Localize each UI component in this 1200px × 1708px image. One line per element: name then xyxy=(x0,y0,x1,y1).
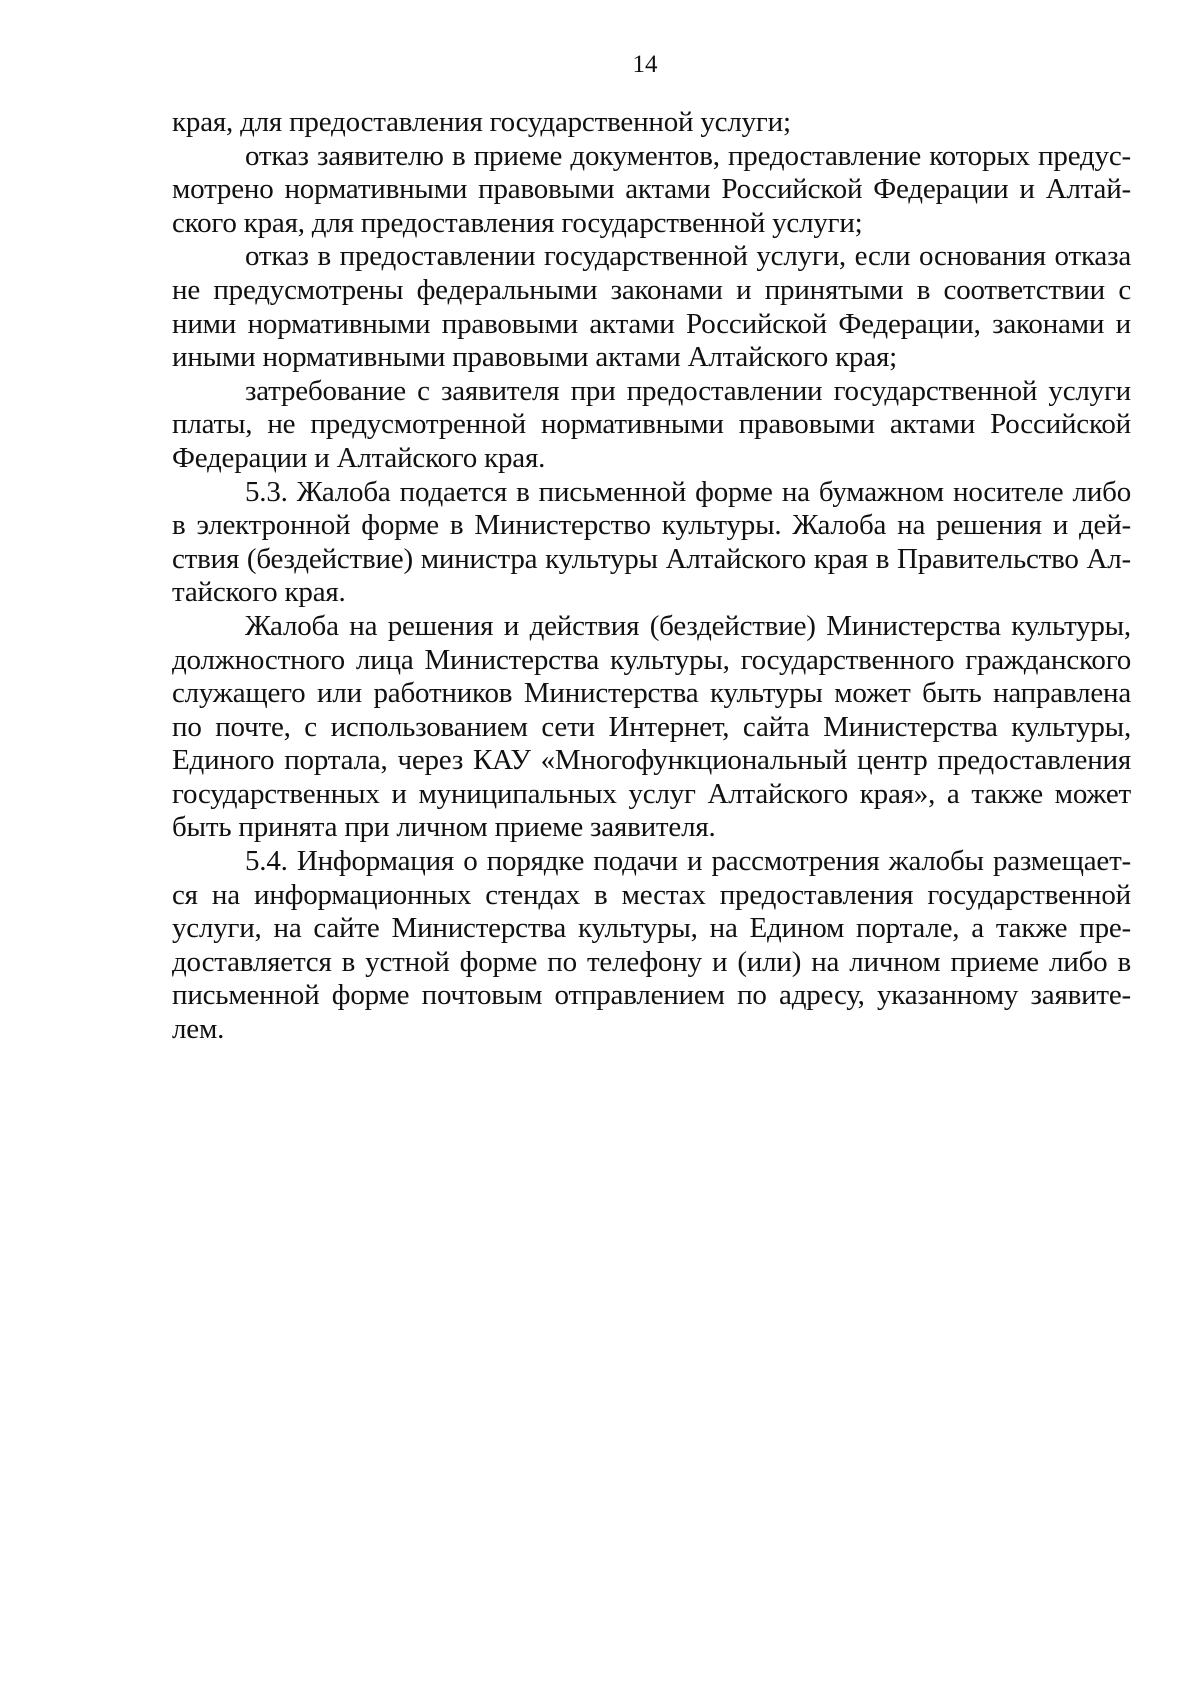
paragraph: Жалоба на решения и действия (бездействие) Министерства культуры, должностного лица Министерства культуры, государственного гражданского служащего или работников Министерства культуры может быть направлена по почте, с использованием сети Интернет, сайта Министерства культуры, Единого портала, через КАУ «Многофункциональный центр предоставления государственных и муниципальных услуг Алтайского края», а также может быть принята при личном приеме заявителя. xyxy=(172,609,1131,844)
paragraph: 5.3. Жалоба подается в письменной форме на бумажном носителе либо в электронной форме в Министерство культуры. Жалоба на решения и дей-ствия (бездействие) министра культуры Алтайского края в Правительство Ал-тайского края. xyxy=(172,475,1131,609)
paragraph: отказ в предоставлении государственной услуги, если основания отказа не предусмотрены федеральными законами и принятыми в соответствии с ними нормативными правовыми актами Российской Федерации, законами и иными нормативными правовыми актами Алтайского края; xyxy=(172,240,1131,374)
paragraph: затребование с заявителя при предоставлении государственной услуги платы, не предусмотренной нормативными правовыми актами Российской Федерации и Алтайского края. xyxy=(172,374,1131,474)
paragraph: 5.4. Информация о порядке подачи и рассмотрения жалобы размещает-ся на информационных стендах в местах предоставления государственной услуги, на сайте Министерства культуры, на Едином портале, а также пре-доставляется в устной форме по телефону и (или) на личном приеме либо в письменной форме почтовым отправлением по адресу, указанному заявите-лем. xyxy=(172,845,1131,1046)
paragraph: края, для предоставления государственной услуги; xyxy=(172,106,791,138)
paragraph: отказ заявителю в приеме документов, предоставление которых предус-мотрено нормативными правовыми актами Российской Федерации и Алтай-ского края, для предоставления государственной услуги; xyxy=(172,139,1131,239)
page-number: 14 xyxy=(632,51,658,78)
document-body xyxy=(172,106,1131,1047)
